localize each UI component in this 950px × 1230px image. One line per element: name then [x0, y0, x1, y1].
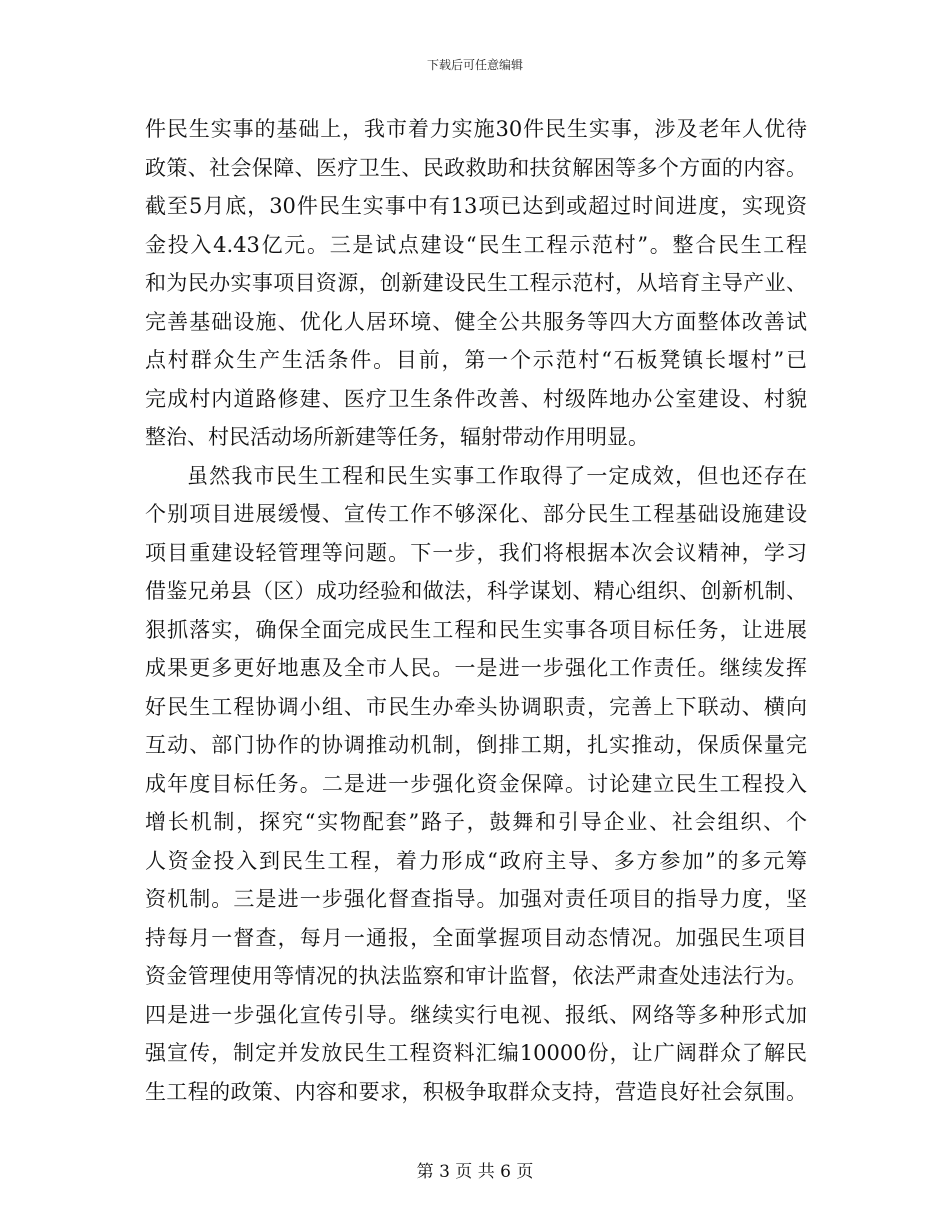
text-line: 增长机制，探究“实物配套”路子，鼓舞和引导企业、社会组织、个: [145, 810, 807, 834]
text-line: 完善基础设施、优化人居环境、健全公共服务等四大方面整体改善试: [145, 309, 807, 334]
text-line: 借鉴兄弟县（区）成功经验和做法，科学谋划、精心组织、创新机制、: [145, 579, 807, 603]
page-number: 第 3 页 共 6 页: [416, 1162, 534, 1182]
text-line: 四是进一步强化宣传引导。继续实行电视、报纸、网络等多种形式加: [145, 1002, 807, 1027]
text-line: 完成村内道路修建、医疗卫生条件改善、村级阵地办公室建设、村貌: [145, 386, 807, 411]
text-line: 点村群众生产生活条件。目前，第一个示范村“石板凳镇长堰村”已: [145, 348, 807, 372]
text-line: 整治、村民活动场所新建等任务，辐射带动作用明显。: [145, 425, 649, 449]
paragraph-1: [145, 110, 807, 457]
text-line: 好民生工程协调小组、市民生办牵头协调职责，完善上下联动、横向: [145, 694, 807, 719]
text-line: 虽然我市民生工程和民生实事工作取得了一定成效，但也还存在: [187, 463, 807, 488]
body-text: [145, 110, 807, 1111]
text-line: 人资金投入到民生工程，着力形成“政府主导、多方参加”的多元筹: [145, 848, 807, 873]
text-line: 持每月一督查，每月一通报，全面掌握项目动态情况。加强民生项目: [145, 925, 807, 950]
text-line: 成果更多更好地惠及全市人民。一是进一步强化工作责任。继续发挥: [145, 656, 807, 680]
paragraph-2: [145, 457, 807, 1112]
text-line: 金投入4.43亿元。三是试点建设“民生工程示范村”。整合民生工程: [145, 232, 807, 257]
text-line: 成年度目标任务。二是进一步强化资金保障。讨论建立民生工程投入: [145, 771, 807, 796]
text-line: 强宣传，制定并发放民生工程资料汇编10000份，让广阔群众了解民: [145, 1041, 807, 1065]
text-line: 截至5月底，30件民生实事中有13项已达到或超过时间进度，实现资: [145, 194, 807, 218]
text-line: 资机制。三是进一步强化督查指导。加强对责任项目的指导力度，坚: [145, 887, 807, 911]
text-line: 互动、部门协作的协调推动机制，倒排工期，扎实推动，保质保量完: [145, 733, 807, 757]
text-line: 个别项目进展缓慢、宣传工作不够深化、部分民生工程基础设施建设: [145, 502, 807, 526]
header-note: 下载后可任意编辑: [426, 58, 523, 72]
text-line: 和为民办实事项目资源，创新建设民生工程示范村，从培育主导产业、: [145, 271, 807, 295]
text-line: 项目重建设轻管理等问题。下一步，我们将根据本次会议精神，学习: [145, 540, 807, 565]
text-line: 政策、社会保障、医疗卫生、民政救助和扶贫解困等多个方面的内容。: [145, 155, 807, 180]
text-line: 件民生实事的基础上，我市着力实施30件民生实事，涉及老年人优待: [145, 117, 807, 141]
text-line: 资金管理使用等情况的执法监察和审计监督，依法严肃查处违法行为。: [145, 964, 807, 988]
text-line: 狠抓落实，确保全面完成民生工程和民生实事各项目标任务，让进展: [145, 617, 807, 642]
text-line: 生工程的政策、内容和要求，积极争取群众支持，营造良好社会氛围。: [145, 1079, 807, 1104]
